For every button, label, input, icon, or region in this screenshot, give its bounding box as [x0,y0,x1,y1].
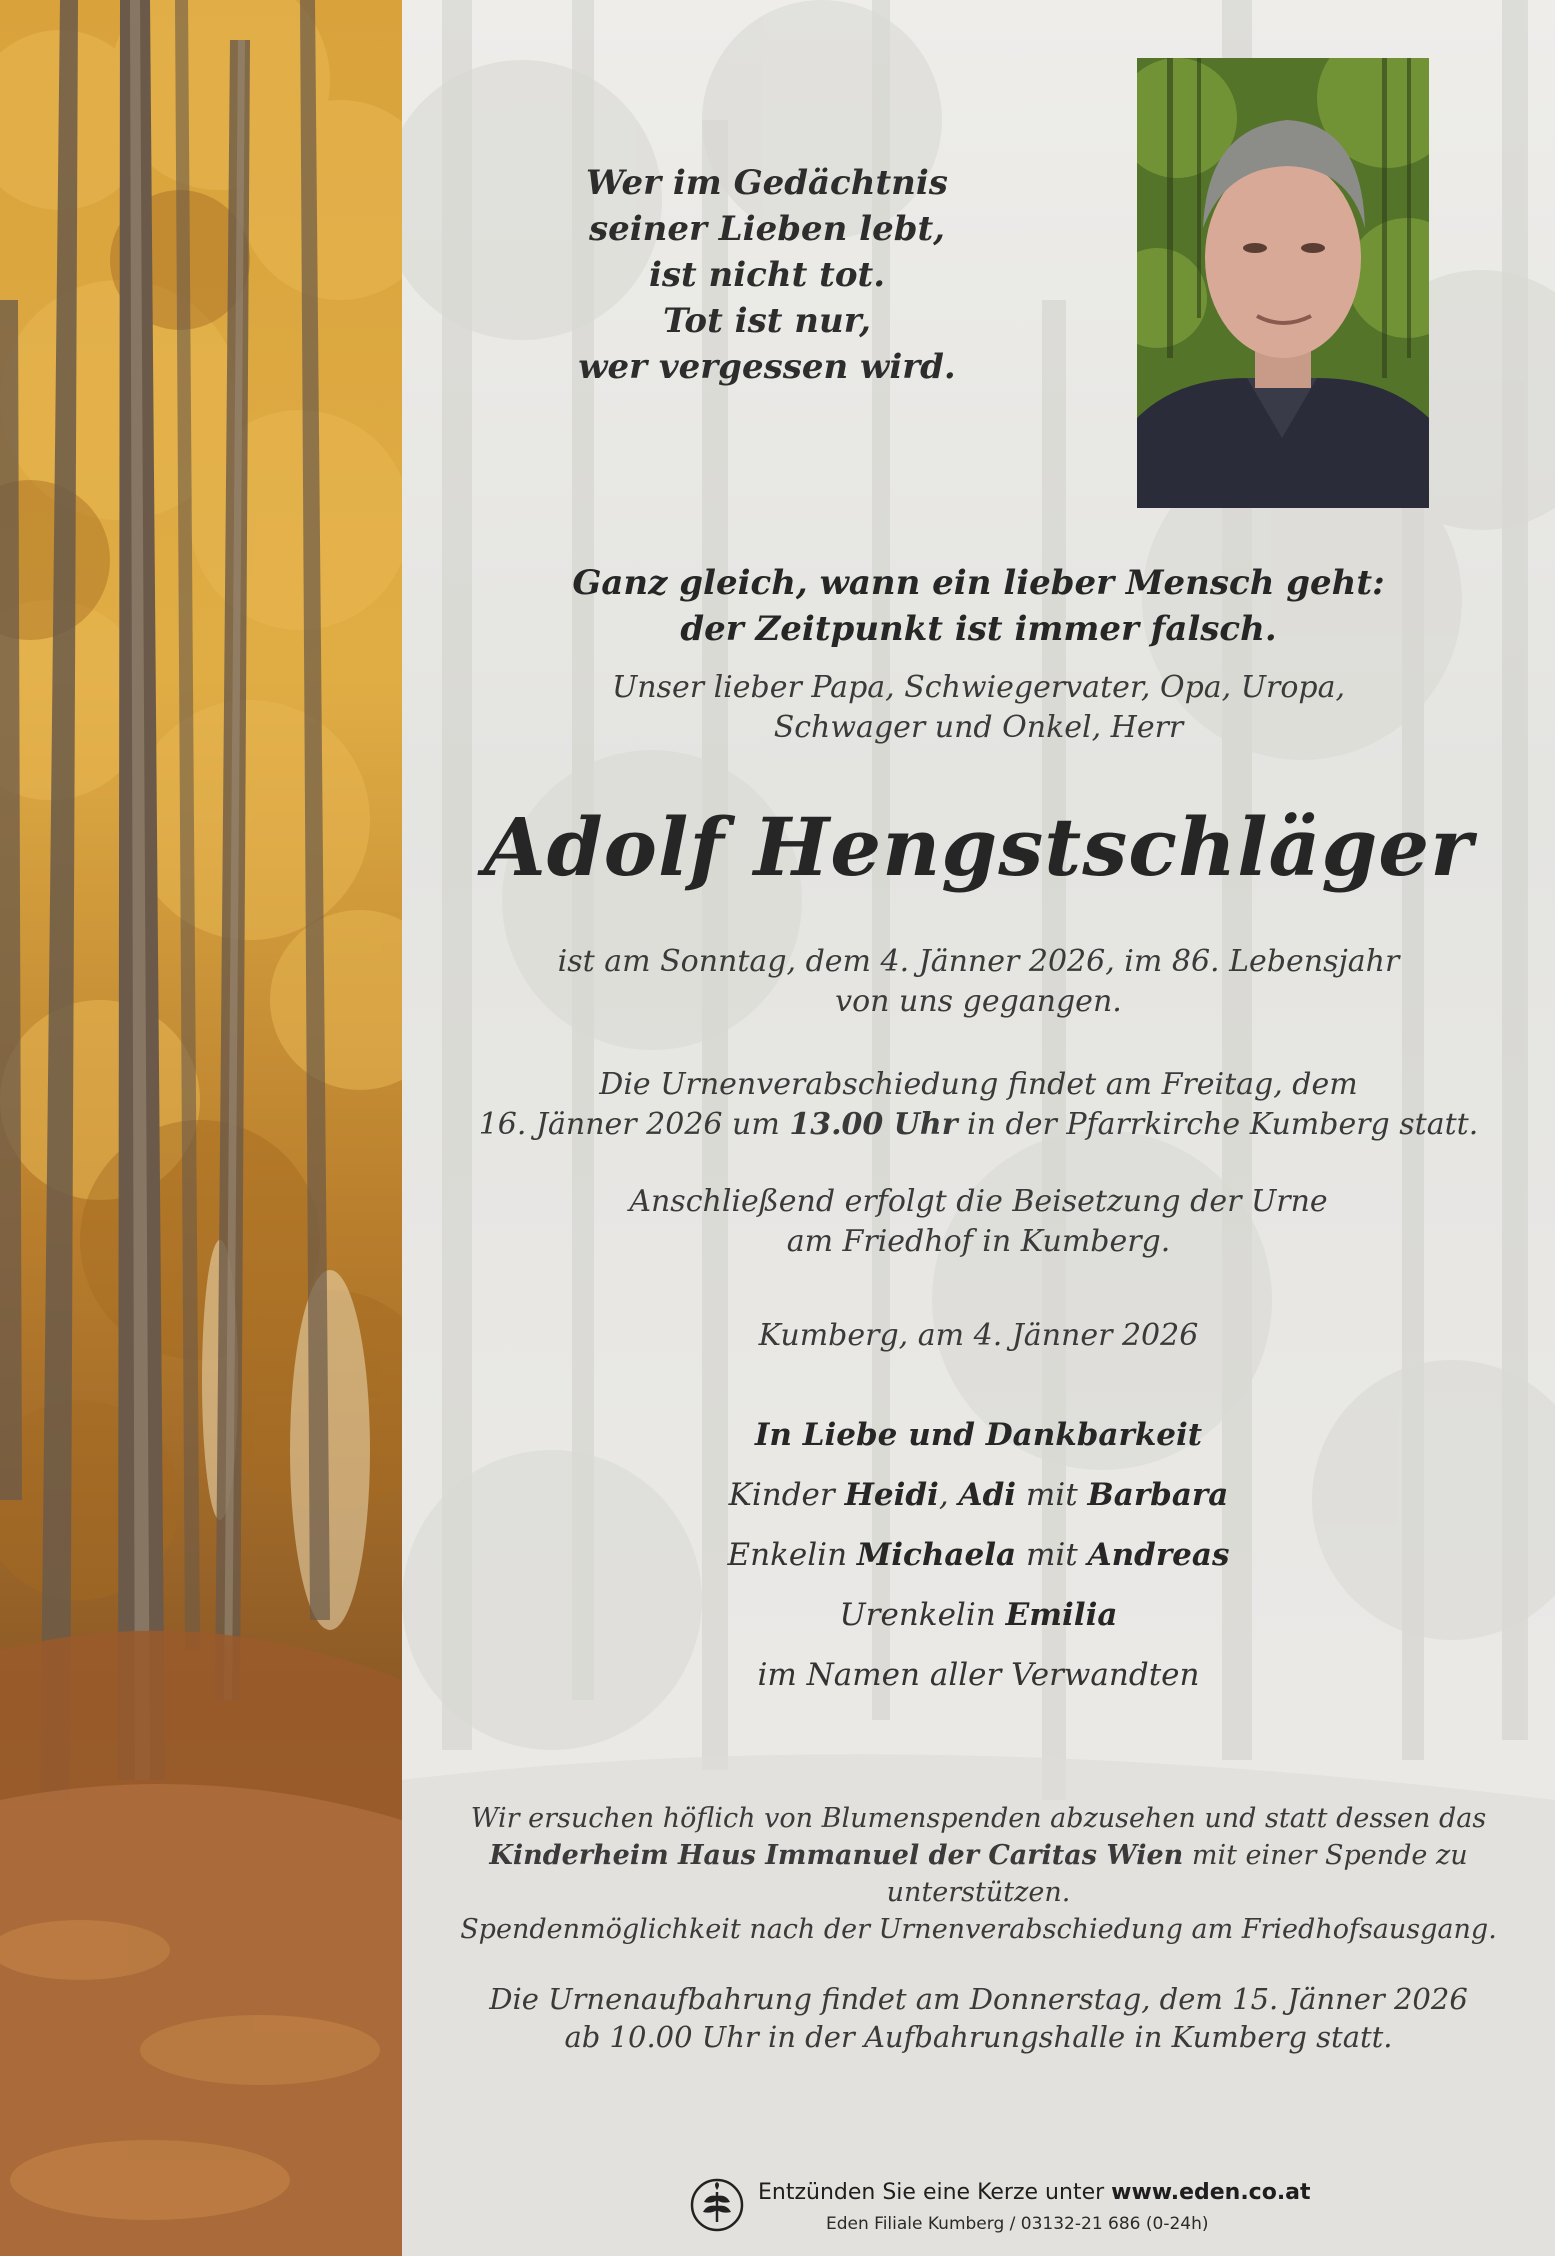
mourners-list [402,1405,1555,1705]
charity-name: Kinderheim Haus Immanuel der Caritas Wien [489,1840,1184,1871]
passing-line: von uns gegangen. [835,984,1122,1019]
relation-line: Schwager und Onkel, Herr [773,710,1184,745]
viewing-text [402,1980,1555,2056]
donation-line: Spendenmöglichkeit nach der Urnenverabschiedung am Friedhofsausgang. [460,1914,1497,1945]
mourners-grandchildren: Enkelin Michaela mit Andreas [727,1537,1230,1573]
donation-line: Wir ersuchen höflich von Blumenspenden abzusehen und statt dessen das [470,1803,1487,1834]
quote-line: seiner Lieben lebt, [588,209,946,249]
ceremony-time: 13.00 Uhr [789,1107,958,1142]
burial-text [402,1182,1555,1262]
mourners-closing: im Namen aller Verwandten [757,1657,1200,1693]
passing-line: ist am Sonntag, dem 4. Jänner 2026, im 86. Lebensjahr [557,944,1400,979]
mourners-great-grandchildren: Urenkelin Emilia [839,1597,1118,1633]
candle-link-text: Entzünden Sie eine Kerze unter www.eden.co.at [758,2180,1311,2205]
lead-saying [402,560,1555,652]
ceremony-text [402,1065,1555,1145]
donation-line: Kinderheim Haus Immanuel der Caritas Wien mit einer Spende zu unterstützen. [489,1840,1468,1908]
relation-text [402,668,1555,748]
viewing-line: ab 10.00 Uhr in der Aufbahrungshalle in Kumberg statt. [564,2020,1393,2054]
quote-line: Wer im Gedächtnis [586,163,948,203]
autumn-forest-image [0,0,402,2256]
branch-contact: Eden Filiale Kumberg / 03132-21 686 (0-24h) [826,2214,1209,2234]
deceased-name: Adolf Hengstschläger [483,800,1474,894]
mourners-heading: In Liebe und Dankbarkeit [754,1417,1203,1453]
ceremony-line: Die Urnenverabschiedung findet am Freitag, dem [599,1067,1358,1102]
passing-text [402,942,1555,1022]
portrait-photo [1137,58,1429,508]
mourners-children: Kinder Heidi, Adi mit Barbara [728,1477,1229,1513]
ceremony-location: in der Pfarrkirche Kumberg statt. [957,1107,1479,1142]
lead-line: der Zeitpunkt ist immer falsch. [680,609,1277,649]
memorial-quote [402,160,1132,390]
quote-line: ist nicht tot. [648,255,886,295]
viewing-line: Die Urnenaufbahrung findet am Donnerstag, dem 15. Jänner 2026 [489,1982,1468,2016]
leaf-emblem-icon [690,2178,744,2232]
place-and-date: Kumberg, am 4. Jänner 2026 [758,1318,1199,1353]
burial-line: am Friedhof in Kumberg. [786,1224,1171,1259]
lead-line: Ganz gleich, wann ein lieber Mensch geht: [572,563,1385,603]
quote-line: Tot ist nur, [663,301,871,341]
website-link[interactable]: www.eden.co.at [1111,2180,1311,2205]
relation-line: Unser lieber Papa, Schwiegervater, Opa, Uropa, [611,670,1346,705]
donation-request [402,1800,1555,1948]
quote-line: wer vergessen wird. [578,347,956,387]
ceremony-line [402,1105,1555,1145]
burial-line: Anschließend erfolgt die Beisetzung der Urne [629,1184,1328,1219]
ceremony-date: 16. Jänner 2026 um [478,1107,790,1142]
main-panel [402,0,1555,2256]
